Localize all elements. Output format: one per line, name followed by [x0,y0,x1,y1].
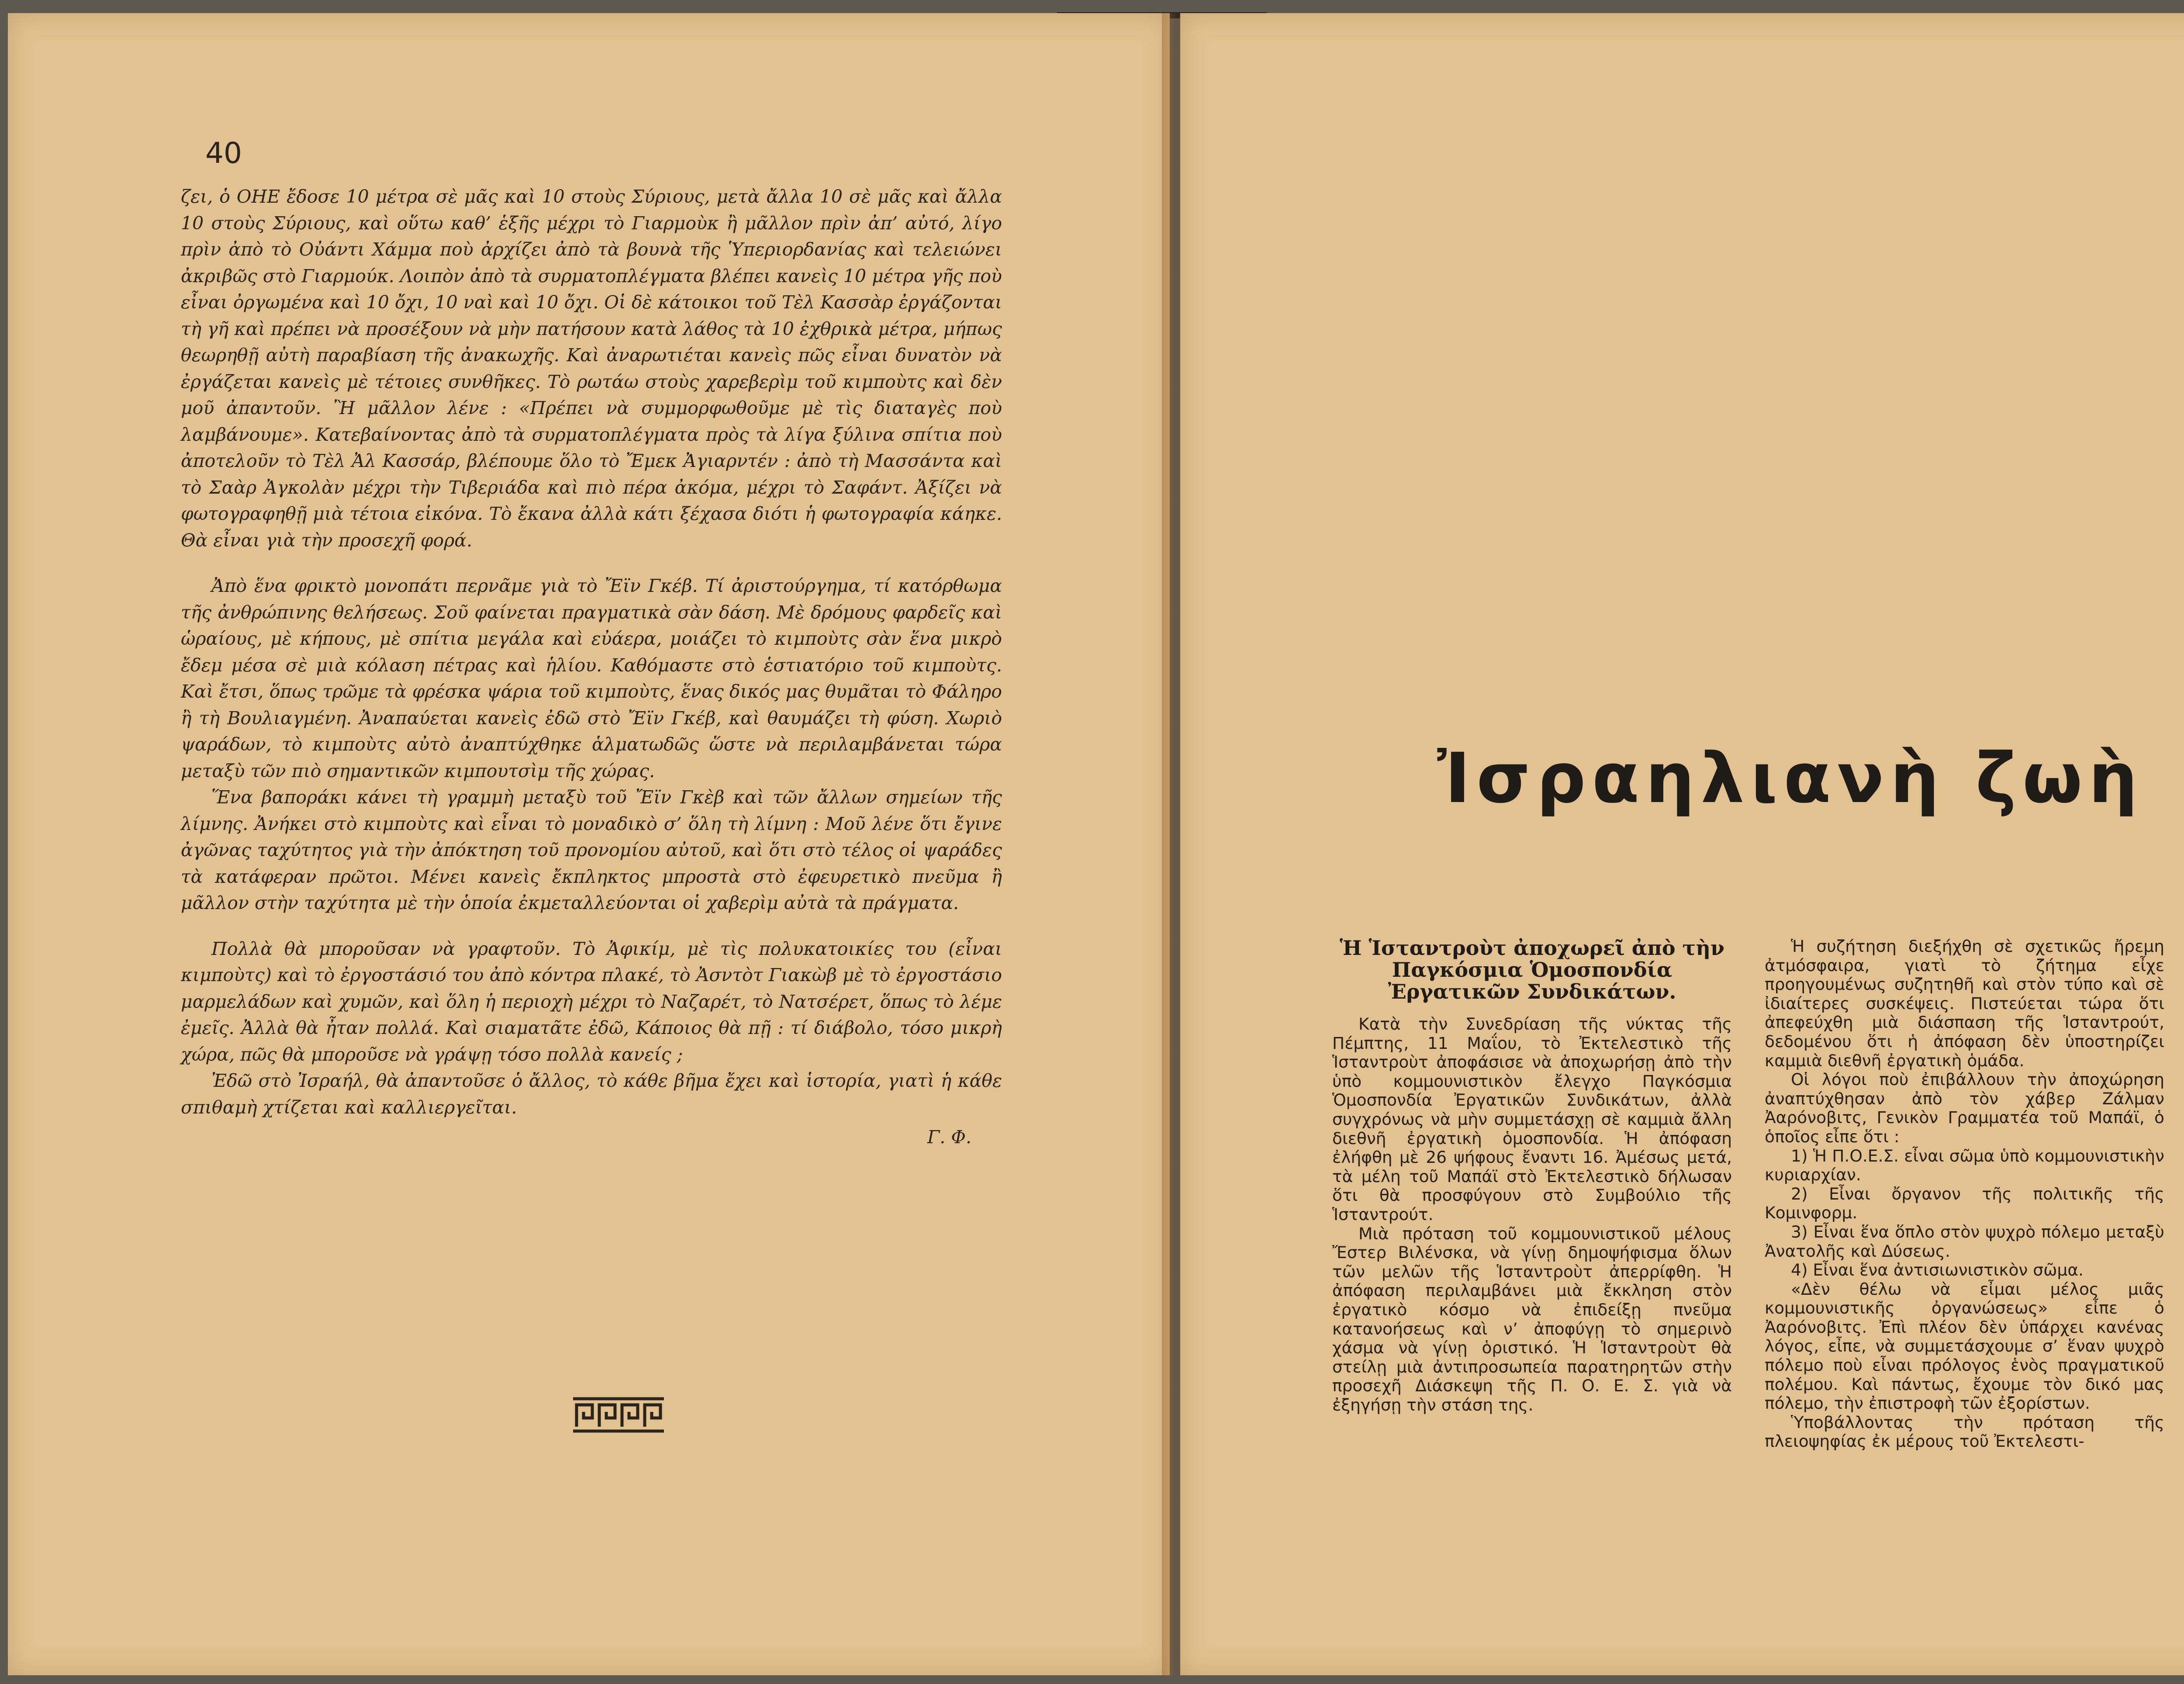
author-signature: Γ. Φ. [927,1127,971,1148]
greek-key-ornament-icon [572,1396,665,1434]
article-column-1 [1332,937,1732,1414]
column2-list-item-3: 3) Εἶναι ἕνα ὅπλο στὸν ψυχρὸ πόλεμο μεταξὺ Ἀνατολῆς καὶ Δύσεως. [1765,1222,2164,1261]
column2-paragraph-2: Οἱ λόγοι ποὺ ἐπιβάλλουν τὴν ἀποχώρηση ἀναπτύχθησαν ἀπὸ τὸν χάβερ Ζάλμαν Ἀαρόνοβιτς, Γενικὸν Γραμματέα τοῦ Μαπάϊ, ὁ ὁποῖος εἶπε ὅτι : [1765,1070,2164,1146]
column2-paragraph-1: Ἡ συζήτηση διεξήχθη σὲ σχετικῶς ἤρεμη ἀτμόσφαιρα, γιατὶ τὸ ζήτημα εἶχε προηγουμένως συζητηθῆ καὶ στὸν τύπο καὶ σὲ ἰδιαίτερες συσκέψεις. Πιστεύεται τώρα ὅτι ἀπεφεύχθη μιὰ διάσπαση τῆς Ἱσταντρούτ, δεδομένου ὅτι ἡ ἀπόφαση δὲν ὑποστηρίζει καμμιὰ διεθνῆ ἐργατικὴ ὁμάδα. [1765,937,2164,1070]
column2-paragraph-4: Ὑποβάλλοντας τὴν πρόταση τῆς πλειοψηφίας ἐκ μέρους τοῦ Ἐκτελεστι- [1765,1412,2164,1451]
page-number: 40 [205,136,242,170]
section-title: Ἰσραηλιανὴ ζωὴ [1437,738,2144,819]
column1-paragraph-1: Κατὰ τὴν Συνεδρίαση τῆς νύκτας τῆς Πέμπτης, 11 Μαΐου, τὸ Ἐκτελεστικὸ τῆς Ἱσταντροὺτ ἀποφάσισε νὰ ἀποχωρήσῃ ἀπὸ τὴν ὑπὸ κομμουνιστικὸν ἔλεγχο Παγκόσμια Ὁμοσπονδία Ἐργατικῶν Συνδικάτων, ἀλλὰ συγχρόνως νὰ μὴν συμμετάσχῃ σὲ καμμιὰ ἄλλη διεθνῆ ἐργατικὴ ὁμοσπονδία. Ἡ ἀπόφαση ἐλήφθη μὲ 26 ψήφους ἔναντι 16. Ἀμέσως μετά, τὰ μέλη τοῦ Μαπάϊ στὸ Ἐκτελεστικὸ δήλωσαν ὅτι θὰ προσφύγουν στὸ Συμβούλιο τῆς Ἱσταντρούτ. [1332,1014,1732,1224]
column2-paragraph-3: «Δὲν θέλω νὰ εἶμαι μέλος μιᾶς κομμουνιστικῆς ὀργανώσεως» εἶπε ὁ Ἀαρόνοβιτς. Ἐπὶ πλέον δὲν ὑπάρχει κανένας λόγος, εἶπε, νὰ συμμετάσχουμε σ’ ἕναν ψυχρὸ πόλεμο ποὺ εἶναι πρόλογος ἑνὸς πραγματικοῦ πολέμου. Καὶ πάντως, ἔχουμε τὸν δικό μας πόλεμο, τὴν ἐπιστροφὴ τῶν ἐξορίστων. [1765,1279,2164,1413]
left-paragraph-4: Πολλὰ θὰ μποροῦσαν νὰ γραφτοῦν. Τὸ Ἀφικίμ, μὲ τὶς πολυκατοικίες του (εἶναι κιμποὺτς) καὶ τὸ ἐργοστάσιό του ἀπὸ κόντρα πλακέ, τὸ Ἀσντὸτ Γιακὼβ μὲ τὸ ἐργοστάσιο μαρμελάδων καὶ χυμῶν, καὶ ὅλη ἡ περιοχὴ μέχρι τὸ Ναζαρέτ, τὸ Νατσέρετ, ὅπως τὸ λέμε ἐμεῖς. Ἀλλὰ θὰ ἦταν πολλά. Καὶ σιαματᾶτε ἐδῶ, Κάποιος θὰ πῇ : τί διάβολο, τόσο μικρὴ χώρα, πῶς θὰ μποροῦσε νὰ γράψῃ τόσο πολλὰ κανείς ; [181,938,1002,1065]
column2-list-item-2: 2) Εἶναι ὄργανον τῆς πολιτικῆς τῆς Κομινφορμ. [1765,1184,2164,1223]
left-paragraph-2: Ἀπὸ ἕνα φρικτὸ μονοπάτι περνᾶμε γιὰ τὸ Ἔϊν Γκέβ. Τί ἀριστούργημα, τί κατόρθωμα τῆς ἀνθρώπινης θελήσεως. Σοῦ φαίνεται πραγματικὰ σὰν δάση. Μὲ δρόμους φαρδεῖς καὶ ὡραίους, μὲ κήπους, μὲ σπίτια μεγάλα καὶ εὐάερα, μοιάζει τὸ κιμποὺτς σὰν ἕνα μικρὸ ἔδεμ μέσα σὲ μιὰ κόλαση πέτρας καὶ ἡλίου. Καθόμαστε στὸ ἑστιατόριο τοῦ κιμποὺτς. Καὶ ἔτσι, ὅπως τρῶμε τὰ φρέσκα ψάρια τοῦ κιμποὺτς, ἕνας δικός μας θυμᾶται τὸ Φάληρο ἢ τὴ Βουλιαγμένη. Ἀναπαύεται κανεὶς ἐδῶ στὸ Ἔϊν Γκέβ, καὶ θαυμάζει τὴ φύση. Χωριὸ ψαράδων, τὸ κιμποὺτς αὐτὸ ἀναπτύχθηκε ἁλματωδῶς ὥστε νὰ περιλαμβάνεται τώρα μεταξὺ τῶν πιὸ σημαντικῶν κιμπουτσὶμ τῆς χώρας. [181,575,1002,781]
article-headline: Ἡ Ἱσταντροὺτ ἀποχωρεῖ ἀπὸ τὴν Παγκόσμια Ὁμοσπονδία Ἐργατικῶν Συνδικάτων. [1340,936,1724,1003]
left-paragraph-5: Ἐδῶ στὸ Ἰσραήλ, θὰ ἀπαντοῦσε ὁ ἄλλος, τὸ κάθε βῆμα ἔχει καὶ ἱστορία, γιατὶ ἡ κάθε σπιθαμὴ χτίζεται καὶ καλλιεργεῖται. [181,1070,1002,1118]
column2-list-item-1: 1) Ἡ Π.Ο.Ε.Σ. εἶναι σῶμα ὑπὸ κομμουνιστικὴν κυριαρχίαν. [1765,1146,2164,1185]
left-page [8,13,1170,1675]
article-column-2 [1765,937,2164,1451]
left-paragraph-3: Ἕνα βαποράκι κάνει τὴ γραμμὴ μεταξὺ τοῦ Ἔϊν Γκὲβ καὶ τῶν ἄλλων σημείων τῆς λίμνης. Ἀνήκει στὸ κιμποὺτς καὶ εἶναι τὸ μοναδικὸ σ’ ὅλη τὴ λίμνη : Μοῦ λένε ὅτι ἔγινε ἀγῶνας ταχύτητος γιὰ τὴν ἀπόκτηση τοῦ προνομίου αὐτοῦ, καὶ ὅτι στὸ τέλος οἱ ψαράδες τὰ κατάφεραν πρῶτοι. Μένει κανεὶς ἔκπληκτος μπροστὰ στὸ ἐφευρετικὸ πνεῦμα ἢ μᾶλλον στὴν ταχύτητα μὲ τὴν ὁποία ἐκμεταλλεύονται οἱ χαβερὶμ αὐτὰ τὰ πράγματα. [181,787,1002,913]
column1-paragraph-2: Μιὰ πρόταση τοῦ κομμουνιστικοῦ μέλους Ἔστερ Βιλένσκα, νὰ γίνῃ δημοψήφισμα ὅλων τῶν μελῶν τῆς Ἱσταντροὺτ ἀπερρίφθη. Ἡ ἀπόφαση περιλαμβάνει μιὰ ἔκκληση στὸν ἐργατικὸ κόσμο νὰ ἐπιδείξῃ πνεῦμα κατανοήσεως καὶ ν’ ἀποφύγῃ τὸ σημερινὸ χάσμα νὰ γίνῃ ὁριστικό. Ἡ Ἱσταντροὺτ θὰ στείλῃ μιὰ ἀντιπροσωπεία παρατηρητῶν στὴν προσεχῆ Διάσκεψη τῆς Π. Ο. Ε. Σ. γιὰ νὰ ἐξηγήσῃ τὴν στάση της. [1332,1224,1732,1414]
left-article-body [181,183,1002,1151]
left-paragraph-1: ζει, ὁ ΟΗΕ ἔδοσε 10 μέτρα σὲ μᾶς καὶ 10 στοὺς Σύριους, μετὰ ἄλλα 10 σὲ μᾶς καὶ ἄλλα 10 στοὺς Σύριους, καὶ οὕτω καθ’ ἑξῆς μέχρι τὸ Γιαρμοὺκ ἢ μᾶλλον πρὶν ἀπ’ αὐτό, λίγο πρὶν ἀπὸ τὸ Οὐάντι Χάμμα ποὺ ἀρχίζει ἀπὸ τὰ βουνὰ τῆς Ὑπεριορδανίας καὶ τελειώνει ἀκριβῶς στὸ Γιαρμούκ. Λοιπὸν ἀπὸ τὰ συρματοπλέγματα βλέπει κανεὶς 10 μέτρα γῆς ποὺ εἶναι ὀργωμένα καὶ 10 ὄχι, 10 ναὶ καὶ 10 ὄχι. Οἱ δὲ κάτοικοι τοῦ Τὲλ Κασσὰρ ἐργάζονται τὴ γῆ καὶ πρέπει νὰ προσέξουν νὰ μὴν πατήσουν κατὰ λάθος τὰ 10 ἐχθρικὰ μέτρα, μήπως θεωρηθῇ αὐτὴ παραβίαση τῆς ἀνακωχῆς. Καὶ ἀναρωτιέται κανεὶς πῶς εἶναι δυνατὸν νὰ ἐργάζεται κανεὶς μὲ τέτοιες συνθῆκες. Τὸ ρωτάω στοὺς χαρεβερὶμ τοῦ κιμποὺτς καὶ δὲν μοῦ ἀπαντοῦν. Ἢ μᾶλλον λένε : «Πρέπει νὰ συμμορφωθοῦμε μὲ τὶς διαταγὲς ποὺ λαμβάνουμε». Κατεβαίνοντας ἀπὸ τὰ συρματοπλέγματα πρὸς τὰ λίγα ξύλινα σπίτια ποὺ ἀποτελοῦν τὸ Τὲλ Ἀλ Κασσάρ, βλέπουμε ὅλο τὸ Ἔμεκ Ἀγιαρντέν : ἀπὸ τὴ Μασσάντα καὶ τὸ Σαὰρ Ἀγκολὰν μέχρι τὴν Τιβεριάδα καὶ πιὸ πέρα ἀκόμα, μέχρι τὸ Σαφάντ. Ἀξίζει νὰ φωτογραφηθῇ μιὰ τέτοια εἰκόνα. Τὸ ἔκανα ἀλλὰ κάτι ξέχασα διότι ἡ φωτογραφία κάηκε. Θὰ εἶναι γιὰ τὴν προσεχῆ φορά. [181,186,1002,551]
column2-list-item-4: 4) Εἶναι ἕνα ἀντισιωνιστικὸν σῶμα. [1791,1260,2084,1280]
